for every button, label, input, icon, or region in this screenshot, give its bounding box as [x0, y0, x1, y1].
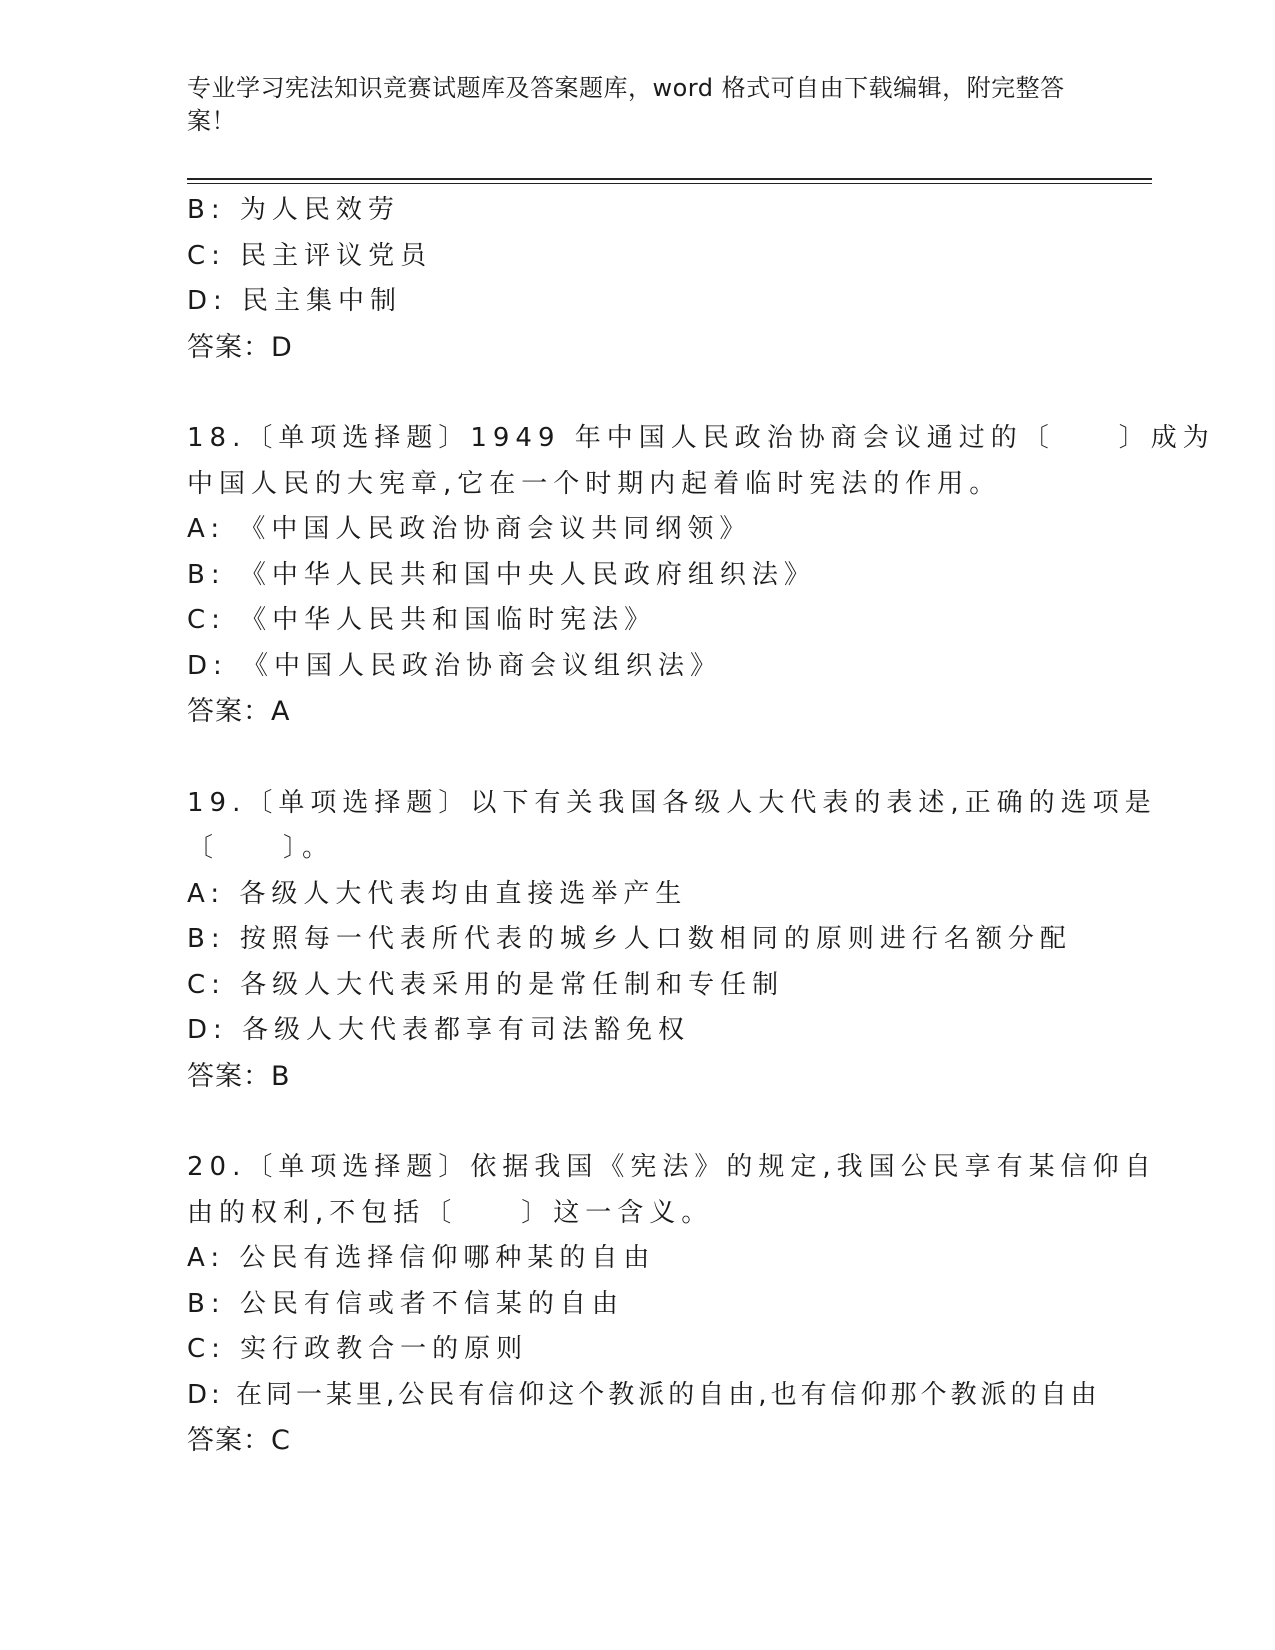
question-stem-line: 由的权利,不包括〔 〕这一含义。	[187, 1197, 714, 1228]
spacer	[187, 735, 1087, 781]
question-stem-line: 〔 〕。	[187, 833, 335, 863]
option-c: C: 各级人大代表采用的是常任制和专任制	[187, 969, 785, 1000]
spacer	[187, 370, 1087, 416]
question-17-continued	[187, 188, 1087, 370]
spacer	[187, 1099, 1087, 1145]
question-19	[187, 781, 1157, 1100]
option-d: D: 在同一某里,公民有信仰这个教派的自由,也有信仰那个教派的自由	[187, 1379, 1101, 1410]
option-c: C: 实行政教合一的原则	[187, 1334, 529, 1364]
option-b: B: 为人民效劳	[187, 195, 400, 225]
page-header	[187, 72, 1067, 138]
question-stem-line: 18.〔单项选择题〕1949 年中国人民政治协商会议通过的〔 〕成为	[187, 423, 1215, 453]
header-line-2: 案！	[187, 107, 236, 135]
option-c: C: 民主评议党员	[187, 240, 433, 271]
answer-line: 答案：A	[187, 696, 291, 727]
option-b: B: 《中华人民共和国中央人民政府组织法》	[187, 559, 816, 590]
option-b: B: 按照每一代表所代表的城乡人口数相同的原则进行名额分配	[187, 924, 1072, 954]
question-20	[187, 1145, 1157, 1464]
option-c: C: 《中华人民共和国临时宪法》	[187, 605, 657, 635]
header-line-1: 专业学习宪法知识竞赛试题库及答案题库，word 格式可自由下载编辑，附完整答	[187, 74, 1065, 102]
question-stem-line: 19.〔单项选择题〕以下有关我国各级人大代表的表述,正确的选项是	[187, 787, 1157, 818]
answer-line: 答案：C	[187, 1425, 291, 1456]
option-a: A: 各级人大代表均由直接选举产生	[187, 878, 688, 909]
option-a: A: 公民有选择信仰哪种某的自由	[187, 1243, 656, 1273]
document-body	[187, 188, 1215, 1464]
header-rule-thin	[187, 183, 1152, 184]
option-d: D: 各级人大代表都享有司法豁免权	[187, 1015, 691, 1045]
question-18	[187, 416, 1215, 735]
question-stem-line: 20.〔单项选择题〕依据我国《宪法》的规定,我国公民享有某信仰自	[187, 1152, 1157, 1182]
option-a: A: 《中国人民政治协商会议共同纲领》	[187, 514, 752, 544]
header-rule-thick	[187, 178, 1152, 180]
question-stem-line: 中国人民的大宪章,它在一个时期内起着临时宪法的作用。	[187, 468, 1002, 499]
answer-line: 答案：B	[187, 1060, 291, 1092]
option-d: D: 民主集中制	[187, 286, 403, 316]
option-b: B: 公民有信或者不信某的自由	[187, 1288, 624, 1319]
answer-line: 答案：D	[187, 331, 293, 363]
option-d: D: 《中国人民政治协商会议组织法》	[187, 650, 723, 681]
